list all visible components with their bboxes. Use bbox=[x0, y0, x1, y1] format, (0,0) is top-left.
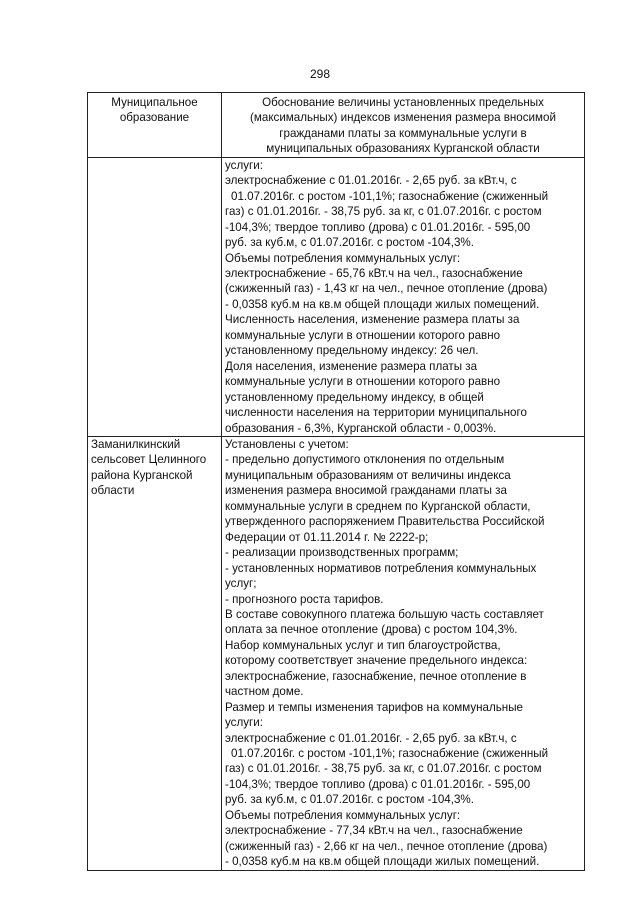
justification-text-line: установленному предельному индексу, в общей bbox=[225, 390, 484, 404]
justification-text-line: Набор коммунальных услуг и тип благоустройства, bbox=[225, 638, 501, 652]
justification-text-line: коммунальные услуги в отношении которого равно bbox=[225, 328, 501, 342]
justification-text-line: электроснабжение - 65,76 кВт.ч на чел., газоснабжение bbox=[225, 266, 523, 280]
justification-text-line: Численность населения, изменение размера платы за bbox=[225, 313, 520, 327]
justification-text-line: электроснабжение, газоснабжение, печное отопление в bbox=[225, 669, 527, 683]
justification-text-line: Объемы потребления коммунальных услуг: bbox=[225, 251, 461, 265]
page-number: 298 bbox=[309, 67, 331, 81]
justification-text-line: Доля населения, изменение размера платы за bbox=[225, 359, 478, 373]
justification-text-line: 01.07.2016г. с ростом -101,1%; газоснабжение (сжиженный bbox=[231, 747, 549, 761]
header-justification bbox=[222, 93, 585, 158]
justification-text-line: Федерации от 01.11.2014 г. № 2222-р; bbox=[225, 530, 429, 544]
justification-text-line: утвержденного распоряжением Правительства Российской bbox=[225, 515, 545, 529]
municipality-name-line: Заманилкинский bbox=[91, 437, 181, 451]
justification-text-line: - реализации производственных программ; bbox=[225, 546, 459, 560]
header-line: Обоснование величины установленных предельных bbox=[262, 96, 544, 109]
justification-text-line: установленному предельному индексу: 26 чел. bbox=[225, 344, 479, 358]
table-row bbox=[88, 436, 585, 870]
justification-text-line: - установленных нормативов потребления коммунальных bbox=[225, 561, 537, 575]
justification-text-line: -104,3%; твердое топливо (дрова) с 01.01.2016г. - 595,00 bbox=[225, 220, 531, 234]
header-line: муниципальных образованиях Курганской области bbox=[266, 142, 540, 156]
table-row bbox=[88, 157, 585, 436]
justification-cell bbox=[222, 436, 585, 870]
municipality-name-line: района Курганской bbox=[91, 468, 193, 482]
justification-text-line: 01.07.2016г. с ростом -101,1%; газоснабжение (сжиженный bbox=[231, 189, 549, 203]
tariff-index-table bbox=[87, 92, 585, 871]
justification-text-line: услуги: bbox=[225, 716, 263, 730]
header-municipality bbox=[88, 93, 222, 158]
justification-text-line: руб. за куб.м, с 01.07.2016г. с ростом -104,3%. bbox=[225, 793, 474, 807]
justification-text-line: (сжиженный газ) - 2,66 кг на чел., печное отопление (дрова) bbox=[225, 839, 548, 853]
justification-text-line: руб. за куб.м, с 01.07.2016г. с ростом -104,3%. bbox=[225, 236, 474, 250]
justification-text-line: газ) с 01.01.2016г. - 38,75 руб. за кг, с 01.07.2016г. с ростом bbox=[225, 205, 542, 219]
justification-text-line: -104,3%; твердое топливо (дрова) с 01.01.2016г. - 595,00 bbox=[225, 777, 531, 791]
justification-cell bbox=[222, 157, 585, 436]
justification-text-line: коммунальные услуги в среднем по Курганской области, bbox=[225, 499, 531, 513]
municipality-name-line: области bbox=[91, 484, 135, 498]
justification-text-line: В составе совокупного платежа большую часть составляет bbox=[225, 607, 544, 621]
justification-text-line: Размер и темпы изменения тарифов на коммунальные bbox=[225, 700, 523, 714]
justification-text-line: электроснабжение с 01.01.2016г. - 2,65 руб. за кВт.ч, с bbox=[225, 731, 517, 745]
justification-text-line: коммунальные услуги в отношении которого равно bbox=[225, 375, 501, 389]
justification-text-line: электроснабжение - 77,34 кВт.ч на чел., газоснабжение bbox=[225, 824, 523, 838]
header-line: Муниципальное bbox=[111, 96, 198, 109]
justification-text-line: образования - 6,3%, Курганской области - 0,003%. bbox=[225, 421, 497, 435]
justification-text-line: - прогнозного роста тарифов. bbox=[225, 592, 384, 606]
municipality-cell bbox=[88, 157, 222, 436]
justification-text-line: - 0,0358 куб.м на кв.м общей площади жилых помещений. bbox=[225, 297, 540, 311]
header-line: гражданами платы за коммунальные услуги в bbox=[279, 126, 527, 140]
justification-text-line: Объемы потребления коммунальных услуг: bbox=[225, 808, 461, 822]
header-line: (максимальных) индексов изменения размера вносимой bbox=[250, 111, 556, 125]
justification-text-line: газ) с 01.01.2016г. - 38,75 руб. за кг, с 01.07.2016г. с ростом bbox=[225, 762, 542, 776]
justification-text-line: численности населения на территории муниципального bbox=[225, 406, 527, 420]
justification-text-line: (сжиженный газ) - 1,43 кг на чел., печное отопление (дрова) bbox=[225, 282, 548, 296]
table-header-row bbox=[88, 93, 585, 158]
justification-text-line: - предельно допустимого отклонения по отдельным bbox=[225, 453, 505, 467]
justification-text-line: которому соответствует значение предельного индекса: bbox=[225, 654, 528, 668]
justification-text-line: электроснабжение с 01.01.2016г. - 2,65 руб. за кВт.ч, с bbox=[225, 174, 517, 188]
header-line: образование bbox=[119, 111, 190, 125]
justification-text-line: частном доме. bbox=[225, 685, 304, 699]
justification-text-line: услуг; bbox=[225, 577, 257, 591]
justification-text-line: изменения размера вносимой гражданами платы за bbox=[225, 484, 507, 498]
justification-text-line: услуги: bbox=[225, 158, 263, 172]
justification-text-line: муниципальным образованиям от величины индекса bbox=[225, 468, 511, 482]
justification-text-line: - 0,0358 куб.м на кв.м общей площади жилых помещений. bbox=[225, 855, 540, 869]
municipality-name-line: сельсовет Целинного bbox=[91, 453, 207, 467]
justification-text-line: оплата за печное отопление (дрова) с ростом 104,3%. bbox=[225, 623, 518, 637]
municipality-cell bbox=[88, 436, 222, 870]
justification-text-line: Установлены с учетом: bbox=[225, 437, 349, 451]
